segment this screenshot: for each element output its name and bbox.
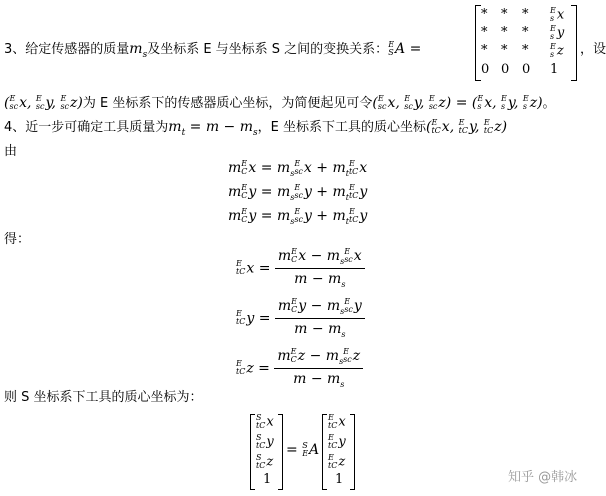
matrix-cell-r0-c1: * bbox=[501, 7, 508, 22]
final-right-vec-y: E tC y bbox=[328, 433, 346, 450]
you-label: 由 bbox=[4, 144, 18, 159]
matrix-cell-r0-c3: E s x bbox=[550, 6, 565, 23]
matrix-right-bracket bbox=[571, 5, 577, 81]
matrix-cell-r1-c3: E s y bbox=[550, 24, 565, 41]
final-left-vec-lbracket bbox=[250, 414, 255, 490]
line4-text2: ，E 坐标系下工具的质心坐标 bbox=[257, 120, 426, 135]
matrix-cell-r3-c1: 0 bbox=[501, 62, 510, 77]
matrix-cell-r1-c2: * bbox=[522, 25, 529, 40]
line4-text1: 4、近一步可确定工具质量为 bbox=[4, 120, 169, 135]
final-left-vec-y: S tC y bbox=[256, 433, 274, 450]
moment-equation-3: m E C $y = m_s$ E sc $y + m_t$ E tC y bbox=[228, 207, 368, 226]
line5: 则 S 坐标系下工具的质心坐标为： bbox=[4, 390, 203, 405]
matrix-cell-r3-c0: 0 bbox=[481, 62, 490, 77]
line3-prefix: 3、给定传感器的质量 bbox=[4, 42, 130, 57]
tool-mass-eq: $m_t = m - m_s$ bbox=[168, 119, 258, 138]
sensor-centroid-eq: ( E sc x, E sc y, E sc z) = ( E s x, E s y, E s z) bbox=[372, 94, 543, 111]
matrix-cell-r1-c0: * bbox=[481, 25, 488, 40]
line4 bbox=[4, 116, 507, 138]
centroid-fraction-1: E tC x = m E C $x - m_s$ E sc x $m - m_s$ bbox=[236, 248, 365, 289]
final-right-vec-z: E tC z bbox=[328, 453, 346, 470]
final-left-vec-z: S tC z bbox=[256, 453, 274, 470]
matrix-cell-r2-c0: * bbox=[481, 43, 488, 58]
matrix-cell-r3-c2: 0 bbox=[522, 62, 531, 77]
final-left-vec-x: S tC x bbox=[256, 413, 274, 430]
moment-equation-1: m E C $x = m_s$ E sc $x + m_t$ E tC x bbox=[228, 159, 368, 178]
matrix-cell-r0-c0: * bbox=[481, 7, 488, 22]
transform-A-symbol: E S A = bbox=[388, 40, 422, 57]
zhihu-watermark: 知乎 @韩冰 bbox=[508, 470, 578, 485]
final-right-vec-x: E tC x bbox=[328, 413, 346, 430]
tool-centroid-tuple: ( E tC x, E tC y, E tC z) bbox=[425, 118, 508, 135]
final-eq-A: = S E A bbox=[286, 441, 320, 458]
matrix-cell-r2-c2: * bbox=[522, 43, 529, 58]
de-label: 得： bbox=[4, 232, 31, 247]
line3-text bbox=[4, 38, 421, 60]
line3-mid: 及坐标系 E 与坐标系 S 之间的变换关系： bbox=[147, 42, 389, 57]
final-left-vec-one: 1 bbox=[263, 472, 272, 487]
final-right-vec-rbracket bbox=[350, 414, 355, 490]
centroid-fraction-2: E tC y = m E C $y - m_s$ E sc y $m - m_s$ bbox=[236, 298, 365, 339]
final-right-vec-one: 1 bbox=[335, 472, 344, 487]
sensor-centroid-tuple: ( E sc x, E sc y, E sc z) bbox=[4, 94, 83, 111]
final-left-vec-rbracket bbox=[278, 414, 283, 490]
final-right-vec-lbracket bbox=[322, 414, 327, 490]
matrix-cell-r2-c3: E s z bbox=[550, 42, 564, 59]
matrix-cell-r0-c2: * bbox=[522, 7, 529, 22]
matrix-cell-r2-c1: * bbox=[501, 43, 508, 58]
line3b-text: 为 E 坐标系下的传感器质心坐标，为简便起见可令 bbox=[82, 96, 373, 111]
matrix-cell-r1-c1: * bbox=[501, 25, 508, 40]
moment-equation-2: m E C $y = m_s$ E sc $y + m_t$ E tC y bbox=[228, 183, 368, 202]
line3-after: ，设 bbox=[580, 42, 606, 57]
matrix-cell-r3-c3: 1 bbox=[550, 62, 559, 77]
line3b: ( E sc x, E sc y, E sc z)为 E 坐标系下的传感器质心坐标，为简便起见可令( E sc x, E sc y, E sc z) = ( E s x, E s y, E s z)。 bbox=[4, 94, 556, 111]
centroid-fraction-3: E tC z = m E C $z - m_s$ E sc z $m - m_s$ bbox=[236, 348, 363, 389]
ms-symbol: $m_s$ bbox=[129, 41, 148, 60]
